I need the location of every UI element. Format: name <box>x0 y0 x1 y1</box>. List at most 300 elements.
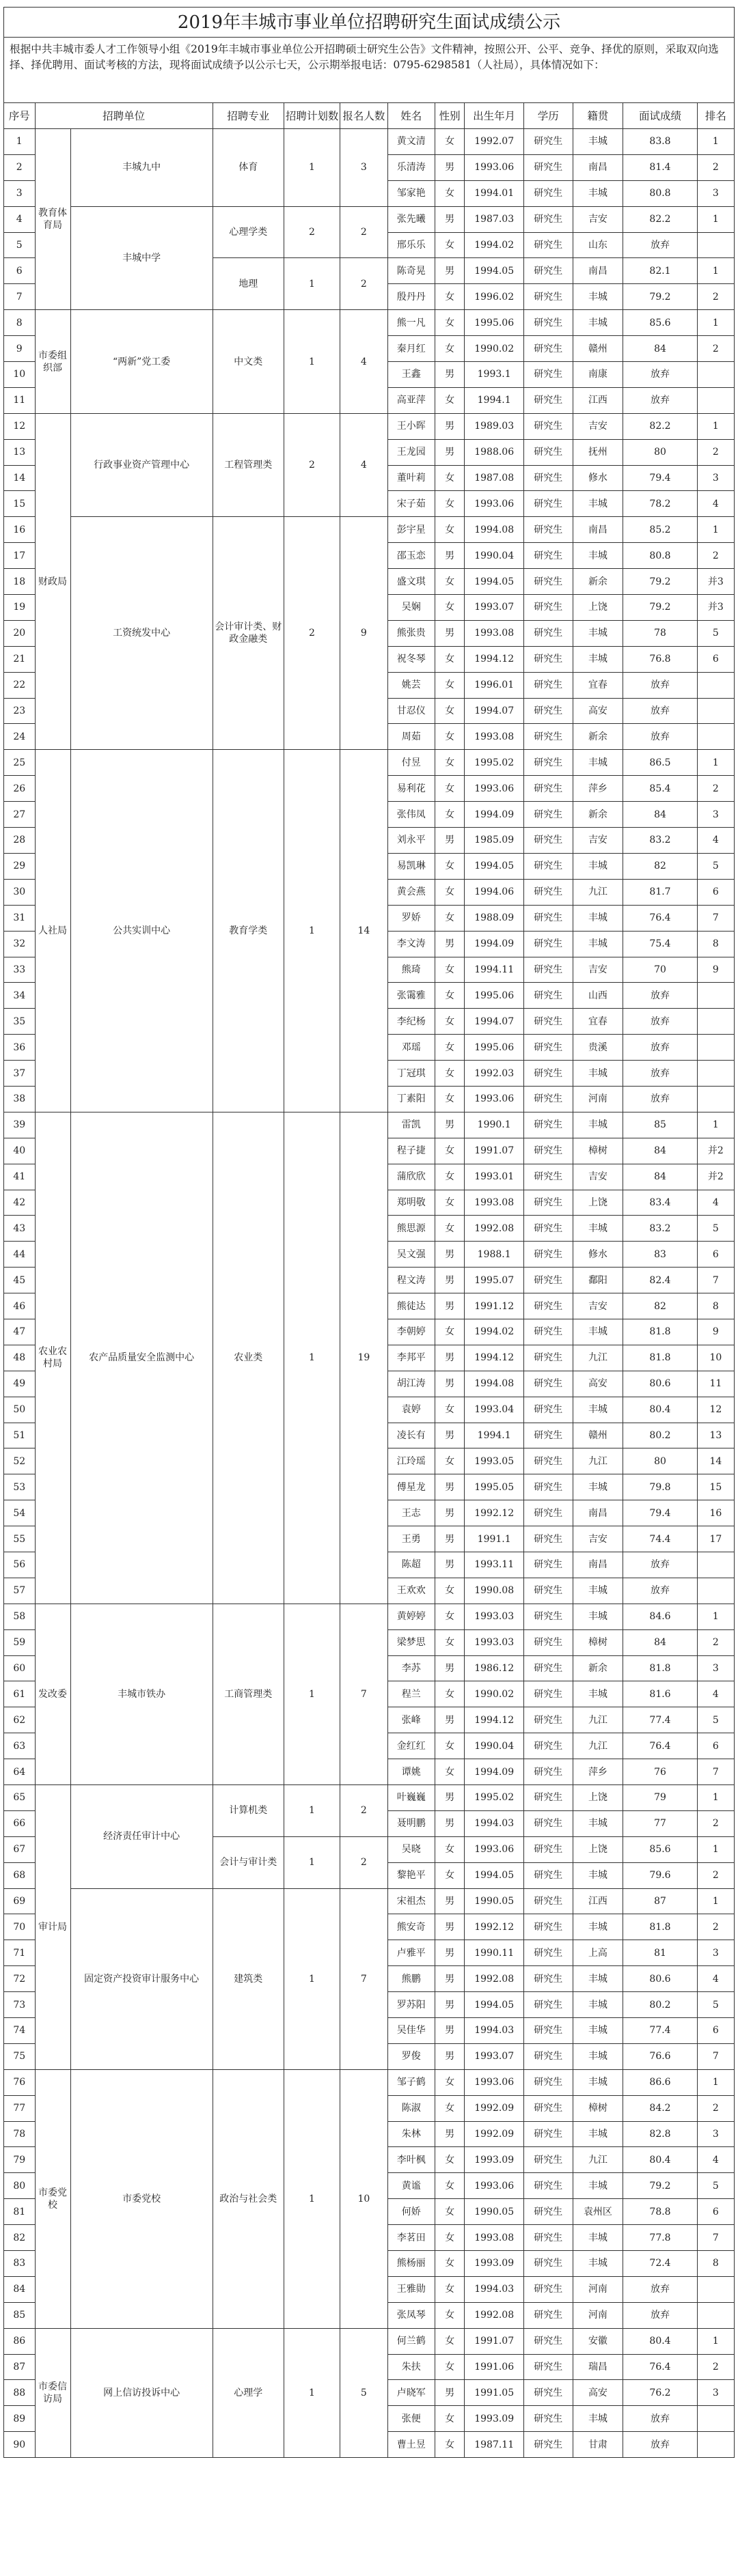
score-cell: 放弃 <box>623 232 697 258</box>
rank-cell <box>697 1552 734 1578</box>
sub-unit-cell: 网上信访投诉中心 <box>70 2328 213 2457</box>
origin-cell: 樟树 <box>573 2095 623 2121</box>
gender-cell: 女 <box>435 672 464 698</box>
score-cell: 放弃 <box>623 387 697 413</box>
birth-cell: 1994.1 <box>465 1423 524 1448</box>
gender-cell: 女 <box>435 983 464 1009</box>
gender-cell: 女 <box>435 2328 464 2354</box>
score-cell: 80 <box>623 1448 697 1474</box>
education-cell: 研究生 <box>524 853 573 879</box>
gender-cell: 女 <box>435 1836 464 1862</box>
education-cell: 研究生 <box>524 1009 573 1035</box>
rank-cell: 4 <box>697 1190 734 1216</box>
origin-cell: 丰城 <box>573 2043 623 2069</box>
gender-cell: 女 <box>435 2225 464 2251</box>
origin-cell: 上高 <box>573 1940 623 1966</box>
rank-cell: 1 <box>697 2069 734 2095</box>
applicant-count-cell: 2 <box>340 206 387 258</box>
header-cell: 招聘计划数 <box>284 103 340 129</box>
gender-cell: 女 <box>435 2432 464 2458</box>
gender-cell: 男 <box>435 1526 464 1552</box>
education-cell: 研究生 <box>524 543 573 569</box>
birth-cell: 1993.09 <box>465 2251 524 2277</box>
rank-cell: 1 <box>697 750 734 776</box>
score-cell: 放弃 <box>623 1009 697 1035</box>
gender-cell: 女 <box>435 569 464 595</box>
birth-cell: 1994.01 <box>465 180 524 206</box>
score-cell: 76.4 <box>623 1733 697 1759</box>
birth-cell: 1993.03 <box>465 1604 524 1629</box>
score-cell: 82.1 <box>623 258 697 284</box>
header-cell: 学历 <box>524 103 573 129</box>
name-cell: 熊一凡 <box>387 310 435 336</box>
plan-count-cell: 1 <box>284 1888 340 2069</box>
gender-cell: 女 <box>435 1035 464 1061</box>
seq-cell: 21 <box>4 646 36 672</box>
education-cell: 研究生 <box>524 2199 573 2225</box>
education-cell: 研究生 <box>524 2018 573 2044</box>
gender-cell: 女 <box>435 1061 464 1087</box>
score-cell: 86.6 <box>623 2069 697 2095</box>
name-cell: 卢雅平 <box>387 1940 435 1966</box>
birth-cell: 1994.09 <box>465 802 524 828</box>
origin-cell: 丰城 <box>573 620 623 646</box>
seq-cell: 49 <box>4 1371 36 1397</box>
birth-cell: 1994.05 <box>465 258 524 284</box>
score-cell: 放弃 <box>623 2406 697 2432</box>
origin-cell: 丰城 <box>573 491 623 517</box>
rank-cell: 6 <box>697 2199 734 2225</box>
education-cell: 研究生 <box>524 879 573 905</box>
rank-cell: 2 <box>697 439 734 465</box>
page-title: 2019年丰城市事业单位招聘研究生面试成绩公示 <box>3 7 735 37</box>
rank-cell: 1 <box>697 310 734 336</box>
gender-cell: 男 <box>435 1423 464 1448</box>
birth-cell: 1994.08 <box>465 517 524 543</box>
gender-cell: 女 <box>435 232 464 258</box>
score-cell: 80.4 <box>623 1397 697 1423</box>
origin-cell: 吉安 <box>573 1293 623 1319</box>
origin-cell: 贵溪 <box>573 1035 623 1061</box>
rank-cell: 3 <box>697 2380 734 2406</box>
seq-cell: 20 <box>4 620 36 646</box>
score-cell: 84 <box>623 802 697 828</box>
education-cell: 研究生 <box>524 672 573 698</box>
name-cell: 雷凯 <box>387 1112 435 1138</box>
origin-cell: 丰城 <box>573 1216 623 1242</box>
gender-cell: 女 <box>435 1138 464 1164</box>
birth-cell: 1994.09 <box>465 931 524 957</box>
seq-cell: 7 <box>4 284 36 310</box>
origin-cell: 吉安 <box>573 206 623 232</box>
rank-cell: 1 <box>697 258 734 284</box>
origin-cell: 丰城 <box>573 1681 623 1707</box>
rank-cell: 3 <box>697 1655 734 1681</box>
birth-cell: 1991.1 <box>465 1526 524 1552</box>
education-cell: 研究生 <box>524 362 573 388</box>
origin-cell: 丰城 <box>573 543 623 569</box>
seq-cell: 19 <box>4 595 36 621</box>
seq-cell: 83 <box>4 2251 36 2277</box>
name-cell: 熊鹏 <box>387 1966 435 1992</box>
name-cell: 秦月红 <box>387 336 435 362</box>
score-cell: 77.8 <box>623 2225 697 2251</box>
gender-cell: 男 <box>435 1474 464 1500</box>
education-cell: 研究生 <box>524 1552 573 1578</box>
gender-cell: 男 <box>435 1112 464 1138</box>
score-cell: 78 <box>623 620 697 646</box>
education-cell: 研究生 <box>524 1293 573 1319</box>
birth-cell: 1993.11 <box>465 1552 524 1578</box>
education-cell: 研究生 <box>524 776 573 802</box>
rank-cell: 6 <box>697 646 734 672</box>
birth-cell: 1993.06 <box>465 154 524 180</box>
rank-cell: 3 <box>697 802 734 828</box>
seq-cell: 42 <box>4 1190 36 1216</box>
applicant-count-cell: 3 <box>340 129 387 207</box>
seq-cell: 31 <box>4 905 36 931</box>
birth-cell: 1990.04 <box>465 543 524 569</box>
applicant-count-cell: 2 <box>340 258 387 310</box>
birth-cell: 1986.12 <box>465 1655 524 1681</box>
gender-cell: 女 <box>435 1397 464 1423</box>
seq-cell: 84 <box>4 2276 36 2302</box>
score-cell: 82 <box>623 1293 697 1319</box>
origin-cell: 南昌 <box>573 258 623 284</box>
name-cell: 李文涛 <box>387 931 435 957</box>
seq-cell: 17 <box>4 543 36 569</box>
score-cell: 83.2 <box>623 1216 697 1242</box>
score-cell: 79.2 <box>623 284 697 310</box>
rank-cell: 13 <box>697 1423 734 1448</box>
seq-cell: 5 <box>4 232 36 258</box>
birth-cell: 1993.06 <box>465 491 524 517</box>
origin-cell: 鄱阳 <box>573 1268 623 1293</box>
origin-cell: 丰城 <box>573 1966 623 1992</box>
unit-cell: 财政局 <box>35 413 70 750</box>
score-cell: 84.2 <box>623 2095 697 2121</box>
major-cell: 地理 <box>213 258 284 310</box>
seq-cell: 62 <box>4 1707 36 1733</box>
name-cell: 朱扶 <box>387 2354 435 2380</box>
gender-cell: 男 <box>435 413 464 439</box>
rank-cell <box>697 2276 734 2302</box>
seq-cell: 26 <box>4 776 36 802</box>
rank-cell: 8 <box>697 1293 734 1319</box>
seq-cell: 51 <box>4 1423 36 1448</box>
score-cell: 84 <box>623 1164 697 1190</box>
score-cell: 80.8 <box>623 543 697 569</box>
seq-cell: 53 <box>4 1474 36 1500</box>
name-cell: 邹子鹤 <box>387 2069 435 2095</box>
education-cell: 研究生 <box>524 2095 573 2121</box>
origin-cell: 丰城 <box>573 2251 623 2277</box>
gender-cell: 女 <box>435 310 464 336</box>
birth-cell: 1987.11 <box>465 2432 524 2458</box>
header-cell: 排名 <box>697 103 734 129</box>
gender-cell: 男 <box>435 206 464 232</box>
score-cell: 78.8 <box>623 2199 697 2225</box>
name-cell: 李邦平 <box>387 1345 435 1371</box>
score-cell: 77.4 <box>623 1707 697 1733</box>
seq-cell: 33 <box>4 957 36 983</box>
rank-cell: 5 <box>697 1216 734 1242</box>
gender-cell: 女 <box>435 750 464 776</box>
name-cell: 聂明鹏 <box>387 1810 435 1836</box>
unit-cell: 市委组织部 <box>35 310 70 414</box>
rank-cell <box>697 2406 734 2432</box>
name-cell: 周茹 <box>387 724 435 750</box>
gender-cell: 女 <box>435 2302 464 2328</box>
name-cell: 梁梦思 <box>387 1629 435 1655</box>
score-cell: 76.2 <box>623 2380 697 2406</box>
seq-cell: 89 <box>4 2406 36 2432</box>
gender-cell: 男 <box>435 2121 464 2147</box>
seq-cell: 15 <box>4 491 36 517</box>
name-cell: 邢乐乐 <box>387 232 435 258</box>
seq-cell: 37 <box>4 1061 36 1087</box>
name-cell: 姚芸 <box>387 672 435 698</box>
education-cell: 研究生 <box>524 1164 573 1190</box>
birth-cell: 1993.06 <box>465 776 524 802</box>
education-cell: 研究生 <box>524 1992 573 2018</box>
rank-cell: 5 <box>697 1707 734 1733</box>
rank-cell <box>697 1035 734 1061</box>
seq-cell: 71 <box>4 1940 36 1966</box>
header-cell: 籍贯 <box>573 103 623 129</box>
seq-cell: 87 <box>4 2354 36 2380</box>
table-row <box>4 310 735 336</box>
origin-cell: 高安 <box>573 698 623 724</box>
education-cell: 研究生 <box>524 2302 573 2328</box>
name-cell: 宋祖杰 <box>387 1888 435 1914</box>
gender-cell: 女 <box>435 2354 464 2380</box>
name-cell: 高亚萍 <box>387 387 435 413</box>
education-cell: 研究生 <box>524 1759 573 1785</box>
gender-cell: 男 <box>435 258 464 284</box>
rank-cell: 3 <box>697 465 734 491</box>
score-cell: 80.2 <box>623 1423 697 1448</box>
score-cell: 79 <box>623 1785 697 1811</box>
score-cell: 79.8 <box>623 1474 697 1500</box>
table-row <box>4 413 735 439</box>
education-cell: 研究生 <box>524 646 573 672</box>
birth-cell: 1993.07 <box>465 2043 524 2069</box>
seq-cell: 12 <box>4 413 36 439</box>
gender-cell: 男 <box>435 1242 464 1268</box>
score-cell: 77 <box>623 1810 697 1836</box>
name-cell: 张便 <box>387 2406 435 2432</box>
origin-cell: 丰城 <box>573 2121 623 2147</box>
seq-cell: 43 <box>4 1216 36 1242</box>
score-cell: 79.2 <box>623 569 697 595</box>
rank-cell: 2 <box>697 1810 734 1836</box>
rank-cell: 1 <box>697 129 734 155</box>
gender-cell: 女 <box>435 698 464 724</box>
rank-cell <box>697 1578 734 1604</box>
name-cell: 金红红 <box>387 1733 435 1759</box>
table-row <box>4 129 735 155</box>
education-cell: 研究生 <box>524 905 573 931</box>
gender-cell: 女 <box>435 517 464 543</box>
gender-cell: 男 <box>435 362 464 388</box>
birth-cell: 1995.05 <box>465 1474 524 1500</box>
education-cell: 研究生 <box>524 1966 573 1992</box>
seq-cell: 67 <box>4 1836 36 1862</box>
rank-cell: 2 <box>697 1629 734 1655</box>
origin-cell: 丰城 <box>573 129 623 155</box>
origin-cell: 瑞昌 <box>573 2354 623 2380</box>
birth-cell: 1994.1 <box>465 387 524 413</box>
origin-cell: 丰城 <box>573 1112 623 1138</box>
name-cell: 李叶枫 <box>387 2147 435 2173</box>
rank-cell: 并2 <box>697 1138 734 1164</box>
name-cell: 吴娴 <box>387 595 435 621</box>
birth-cell: 1994.03 <box>465 1810 524 1836</box>
major-cell: 政治与社会类 <box>213 2069 284 2328</box>
score-cell: 放弃 <box>623 1086 697 1112</box>
name-cell: 程兰 <box>387 1681 435 1707</box>
sub-unit-cell: 工资统发中心 <box>70 517 213 750</box>
birth-cell: 1990.04 <box>465 1733 524 1759</box>
name-cell: 王雅勋 <box>387 2276 435 2302</box>
rank-cell: 9 <box>697 957 734 983</box>
rank-cell: 并3 <box>697 595 734 621</box>
education-cell: 研究生 <box>524 1242 573 1268</box>
name-cell: 董叶莉 <box>387 465 435 491</box>
birth-cell: 1990.1 <box>465 1112 524 1138</box>
origin-cell: 南昌 <box>573 1552 623 1578</box>
gender-cell: 女 <box>435 2173 464 2199</box>
origin-cell: 樟树 <box>573 1629 623 1655</box>
gender-cell: 女 <box>435 1319 464 1345</box>
seq-cell: 61 <box>4 1681 36 1707</box>
origin-cell: 丰城 <box>573 1914 623 1940</box>
rank-cell: 17 <box>697 1526 734 1552</box>
table-row <box>4 1785 735 1811</box>
name-cell: 李苏 <box>387 1655 435 1681</box>
origin-cell: 丰城 <box>573 2225 623 2251</box>
name-cell: 朱林 <box>387 2121 435 2147</box>
birth-cell: 1994.07 <box>465 1009 524 1035</box>
table-header-row <box>4 103 735 129</box>
education-cell: 研究生 <box>524 2380 573 2406</box>
name-cell: 邹家艳 <box>387 180 435 206</box>
applicant-count-cell: 7 <box>340 1888 387 2069</box>
name-cell: 程文涛 <box>387 1268 435 1293</box>
origin-cell: 吉安 <box>573 1164 623 1190</box>
seq-cell: 28 <box>4 828 36 854</box>
name-cell: 郑明敬 <box>387 1190 435 1216</box>
name-cell: 熊思源 <box>387 1216 435 1242</box>
name-cell: 付昱 <box>387 750 435 776</box>
score-cell: 85 <box>623 1112 697 1138</box>
education-cell: 研究生 <box>524 802 573 828</box>
rank-cell: 7 <box>697 1268 734 1293</box>
education-cell: 研究生 <box>524 1500 573 1526</box>
name-cell: 易利花 <box>387 776 435 802</box>
sub-unit-cell: 固定资产投资审计服务中心 <box>70 1888 213 2069</box>
score-cell: 放弃 <box>623 2432 697 2458</box>
origin-cell: 河南 <box>573 2302 623 2328</box>
name-cell: 蒲欣欣 <box>387 1164 435 1190</box>
rank-cell: 3 <box>697 180 734 206</box>
intro-paragraph: 根据中共丰城市委人才工作领导小组《2019年丰城市事业单位公开招聘硕士研究生公告》文件精神，按照公开、公平、竞争、择优的原则，采取双向选择、择优聘用、面试考核的方法，现将面试成绩予以公示七天，公示期举报电话：0795-6298581（人社局），具体情况如下： <box>3 37 735 102</box>
origin-cell: 赣州 <box>573 336 623 362</box>
name-cell: 李茗田 <box>387 2225 435 2251</box>
rank-cell: 7 <box>697 2225 734 2251</box>
birth-cell: 1993.05 <box>465 1448 524 1474</box>
name-cell: 李纪杨 <box>387 1009 435 1035</box>
applicant-count-cell: 4 <box>340 310 387 414</box>
birth-cell: 1991.12 <box>465 1293 524 1319</box>
education-cell: 研究生 <box>524 1112 573 1138</box>
score-cell: 82.2 <box>623 206 697 232</box>
origin-cell: 赣州 <box>573 1423 623 1448</box>
origin-cell: 南昌 <box>573 1500 623 1526</box>
origin-cell: 丰城 <box>573 853 623 879</box>
origin-cell: 丰城 <box>573 1862 623 1888</box>
birth-cell: 1990.08 <box>465 1578 524 1604</box>
seq-cell: 65 <box>4 1785 36 1811</box>
origin-cell: 九江 <box>573 1345 623 1371</box>
rank-cell: 7 <box>697 1759 734 1785</box>
name-cell: 黎艳平 <box>387 1862 435 1888</box>
birth-cell: 1991.05 <box>465 2380 524 2406</box>
name-cell: 王志 <box>387 1500 435 1526</box>
score-cell: 放弃 <box>623 698 697 724</box>
score-cell: 75.4 <box>623 931 697 957</box>
seq-cell: 6 <box>4 258 36 284</box>
seq-cell: 40 <box>4 1138 36 1164</box>
score-cell: 83.2 <box>623 828 697 854</box>
gender-cell: 女 <box>435 387 464 413</box>
gender-cell: 男 <box>435 1992 464 2018</box>
education-cell: 研究生 <box>524 1371 573 1397</box>
name-cell: 黄会燕 <box>387 879 435 905</box>
rank-cell: 11 <box>697 1371 734 1397</box>
seq-cell: 52 <box>4 1448 36 1474</box>
education-cell: 研究生 <box>524 2069 573 2095</box>
birth-cell: 1991.06 <box>465 2354 524 2380</box>
birth-cell: 1995.06 <box>465 1035 524 1061</box>
score-cell: 70 <box>623 957 697 983</box>
education-cell: 研究生 <box>524 517 573 543</box>
rank-cell: 2 <box>697 284 734 310</box>
birth-cell: 1994.02 <box>465 1319 524 1345</box>
score-cell: 放弃 <box>623 724 697 750</box>
score-cell: 81.6 <box>623 1681 697 1707</box>
origin-cell: 萍乡 <box>573 776 623 802</box>
applicant-count-cell: 19 <box>340 1112 387 1604</box>
rank-cell: 2 <box>697 154 734 180</box>
score-cell: 82.8 <box>623 2121 697 2147</box>
origin-cell: 九江 <box>573 1707 623 1733</box>
rank-cell: 3 <box>697 2121 734 2147</box>
birth-cell: 1993.09 <box>465 2406 524 2432</box>
score-cell: 79.4 <box>623 1500 697 1526</box>
seq-cell: 24 <box>4 724 36 750</box>
origin-cell: 丰城 <box>573 1810 623 1836</box>
unit-cell: 发改委 <box>35 1604 70 1784</box>
table-row <box>4 2069 735 2095</box>
birth-cell: 1995.07 <box>465 1268 524 1293</box>
birth-cell: 1988.1 <box>465 1242 524 1268</box>
score-cell: 84 <box>623 1629 697 1655</box>
unit-cell: 教育体育局 <box>35 129 70 310</box>
birth-cell: 1994.05 <box>465 1992 524 2018</box>
birth-cell: 1994.07 <box>465 698 524 724</box>
